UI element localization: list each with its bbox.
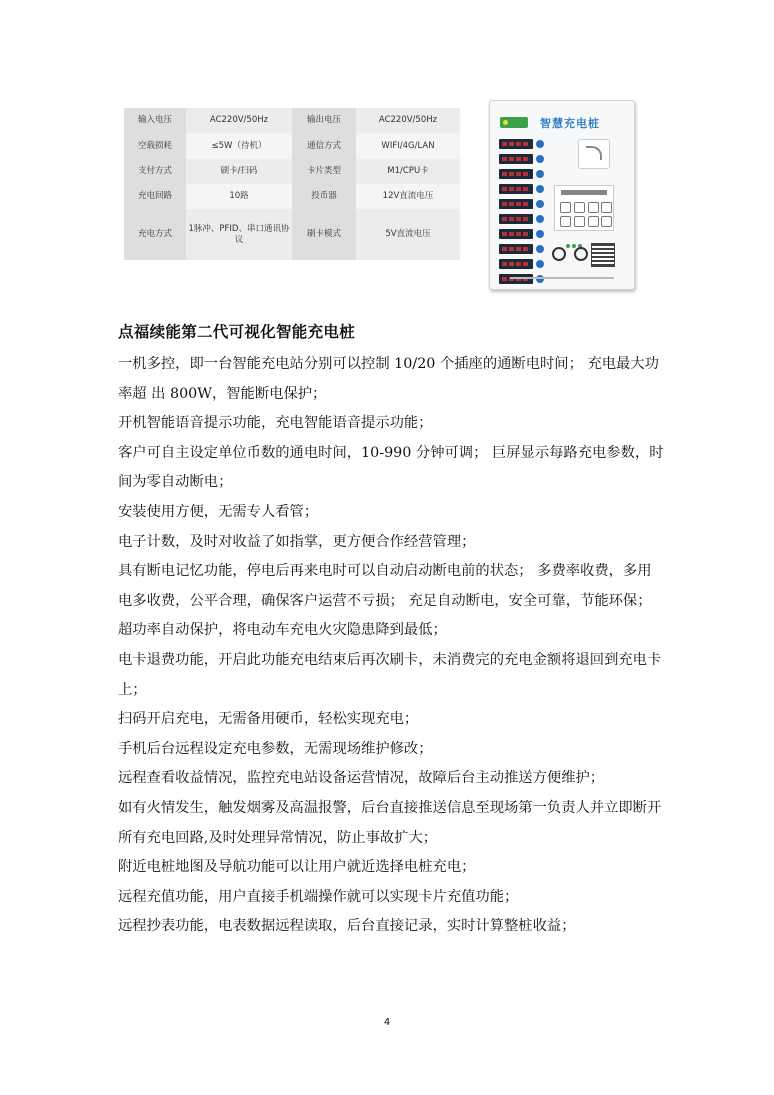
spec-label: 卡片类型	[292, 159, 356, 184]
spec-table-image	[124, 108, 460, 260]
spec-value: 10路	[186, 184, 292, 209]
spec-label: 输出电压	[292, 108, 356, 133]
table-row	[124, 133, 460, 158]
channel-button-icon	[536, 230, 544, 238]
spec-label: 充电回路	[124, 184, 186, 209]
card-reader-icon	[578, 139, 610, 169]
table-row	[124, 108, 460, 133]
channel-display	[499, 139, 545, 149]
feature-list	[118, 350, 664, 942]
channel-display	[499, 184, 545, 194]
feature-paragraph: 扫码开启充电，无需备用硬币，轻松实现充电；	[118, 711, 419, 728]
spec-table	[124, 108, 460, 260]
spec-label: 刷卡模式	[292, 209, 356, 260]
spec-value: 12V直流电压	[356, 184, 460, 209]
feature-paragraph: 远程抄表功能，电表数据远程读取，后台直接记录，实时计算整桩收益；	[118, 918, 576, 935]
spec-label: 充电方式	[124, 209, 186, 260]
feature-paragraph: 手机后台远程设定充电参数，无需现场维护修改；	[118, 740, 433, 757]
spec-value: 5V直流电压	[356, 209, 460, 260]
channel-button-icon	[536, 140, 544, 148]
brand-logo-icon	[500, 117, 528, 128]
spec-value: AC220V/50Hz	[356, 108, 460, 133]
feature-paragraph: 电子计数，及时对收益了如指掌，更方便合作经营管理；	[118, 533, 476, 550]
feature-paragraph: 客户可自主设定单位币数的通电时间，10-990 分钟可调； 巨屏显示每路充电参数，时间为零自动断电；	[118, 444, 664, 491]
feature-paragraph: 超功率自动保护，将电动车充电火灾隐患降到最低；	[118, 622, 447, 639]
spec-label: 输入电压	[124, 108, 186, 133]
spec-label: 投币器	[292, 184, 356, 209]
channel-display	[499, 244, 545, 254]
spec-label: 通信方式	[292, 133, 356, 158]
channel-displays	[499, 139, 545, 289]
spec-label: 空载损耗	[124, 133, 186, 158]
channel-display	[499, 259, 545, 269]
spec-value: WIFI/4G/LAN	[356, 133, 460, 158]
spec-value: 1脉冲、PFID、串口通讯协议	[186, 209, 292, 260]
feature-paragraph: 安装使用方便，无需专人看管；	[118, 503, 319, 520]
spec-value: M1/CPU卡	[356, 159, 460, 184]
table-row	[124, 184, 460, 209]
section-heading: 点福续能第二代可视化智能充电桩	[118, 323, 356, 341]
table-row	[124, 159, 460, 184]
channel-display	[499, 214, 545, 224]
spec-value: AC220V/50Hz	[186, 108, 292, 133]
channel-button-icon	[536, 185, 544, 193]
feature-paragraph: 附近电桩地图及导航功能可以让用户就近选择电桩充电；	[118, 859, 476, 876]
scooter-icon	[552, 239, 588, 261]
feature-paragraph: 远程查看收益情况，监控充电站设备运营情况，故障后台主动推送方便维护；	[118, 770, 605, 787]
table-row	[124, 209, 460, 260]
channel-display	[499, 229, 545, 239]
feature-paragraph: 具有断电记忆功能，停电后再来电时可以自动启动断电前的状态； 多费率收费，多用电多收费，公平合理，确保客户运营不亏损； 充足自动断电，安全可靠，节能环保；	[118, 563, 652, 609]
footer-divider	[510, 277, 614, 279]
feature-paragraph: 远程充值功能，用户直接手机端操作就可以实现卡片充值功能；	[118, 888, 519, 905]
device-title: 智慧充电桩	[540, 117, 600, 130]
qr-code-icon	[591, 243, 615, 267]
channel-button-icon	[536, 155, 544, 163]
channel-display	[499, 199, 545, 209]
spec-value: 刷卡/扫码	[186, 159, 292, 184]
spec-value: ≤5W（待机）	[186, 133, 292, 158]
feature-paragraph: 一机多控，即一台智能充电站分别可以控制 10/20 个插座的通断电时间； 充电最大功率超 出 800W，智能断电保护；	[118, 356, 659, 402]
channel-display	[499, 169, 545, 179]
device-header	[500, 115, 624, 133]
spec-label: 支付方式	[124, 159, 186, 184]
page-number: 4	[383, 1017, 391, 1028]
channel-button-icon	[536, 245, 544, 253]
feature-paragraph: 电卡退费功能，开启此功能充电结束后再次刷卡，未消费完的充电金额将退回到充电卡上；	[118, 651, 662, 698]
channel-button-icon	[536, 170, 544, 178]
feature-paragraph: 开机智能语音提示功能，充电智能语音提示功能；	[118, 415, 433, 432]
indicator-dots	[566, 233, 584, 237]
channel-display	[499, 154, 545, 164]
channel-button-icon	[536, 215, 544, 223]
feature-paragraph: 如有火情发生，触发烟雾及高温报警，后台直接推送信息至现场第一负责人并立即断开所有充电回路,及时处理异常情况，防止事故扩大；	[118, 799, 662, 846]
channel-button-icon	[536, 260, 544, 268]
channel-display	[499, 274, 545, 284]
instruction-panel	[554, 185, 614, 231]
charging-pile-photo	[489, 100, 635, 290]
channel-button-icon	[536, 200, 544, 208]
